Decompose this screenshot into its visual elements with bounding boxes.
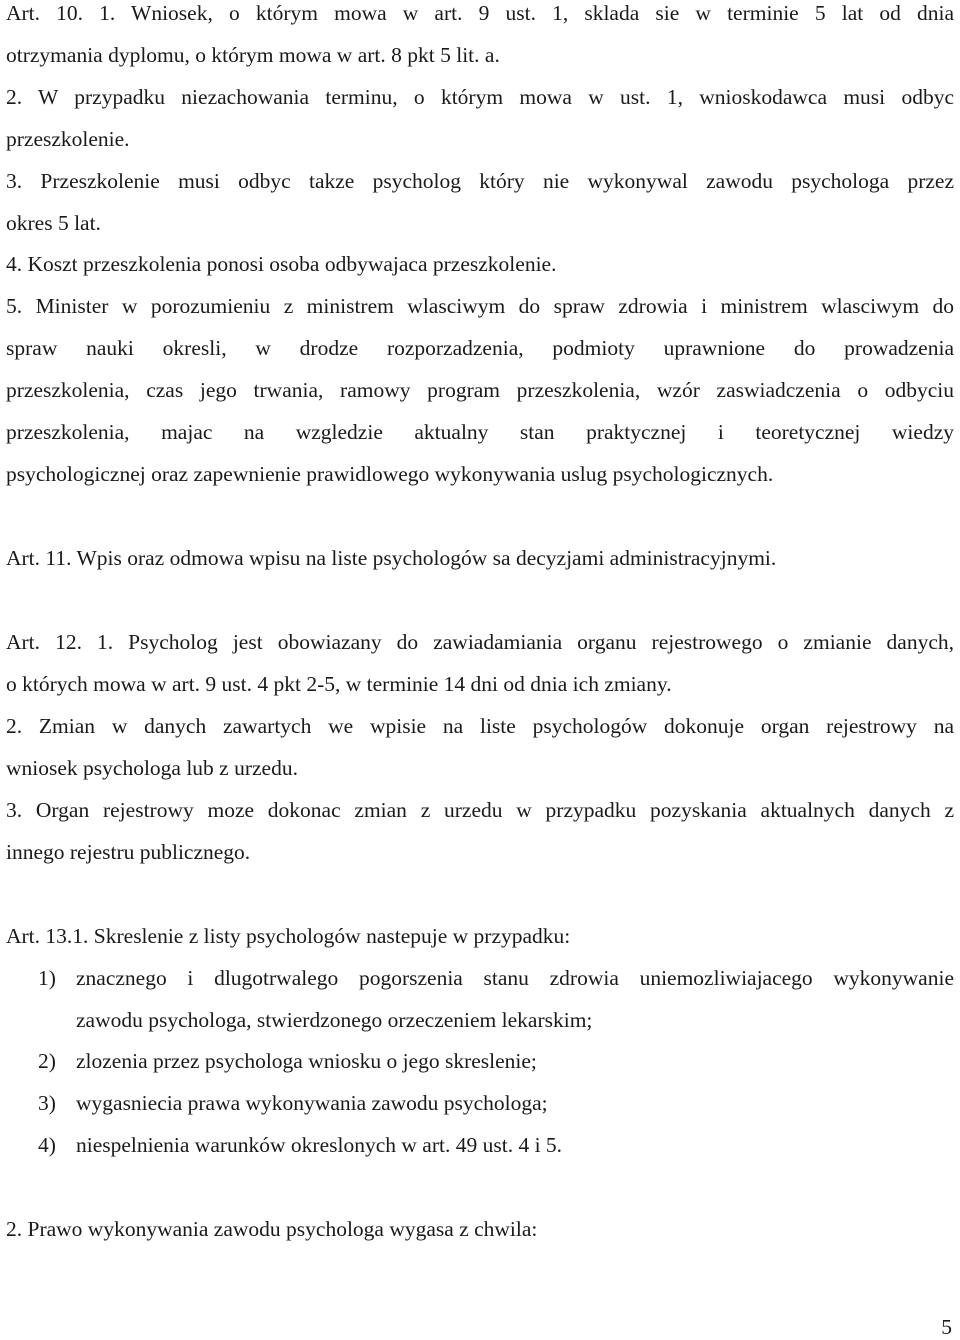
art12-p2-line1: 2. Zmian w danych zawartych we wpisie na liste psychologów dokonuje organ rejestrowy na (6, 714, 954, 738)
list-item-text: zlozenia przez psychologa wniosku o jego skreslenie; (76, 1049, 537, 1073)
art10-p5-line3: przeszkolenia, czas jego trwania, ramowy program przeszkolenia, wzór zaswiadczenia o odbyciu (6, 378, 954, 402)
list-item-number: 3) (38, 1091, 56, 1115)
list-item-number: 4) (38, 1133, 56, 1157)
list-item-text-continued: zawodu psychologa, stwierdzonego orzeczeniem lekarskim; (76, 1008, 593, 1032)
art12-p3-line1: 3. Organ rejestrowy moze dokonac zmian z urzedu w przypadku pozyskania aktualnych danych z (6, 798, 954, 822)
list-item-number: 1) (38, 966, 56, 990)
art12-p1-line1: Art. 12. 1. Psycholog jest obowiazany do zawiadamiania organu rejestrowego o zmianie danych, (6, 630, 954, 654)
list-item-text: wygasniecia prawa wykonywania zawodu psychologa; (76, 1091, 548, 1115)
art10-p4-line1: 4. Koszt przeszkolenia ponosi osoba odbywajaca przeszkolenie. (6, 252, 557, 276)
art12-p2-line2: wniosek psychologa lub z urzedu. (6, 756, 298, 780)
art10-p3-line2: okres 5 lat. (6, 211, 101, 235)
art10-p1-line2: otrzymania dyplomu, o którym mowa w art. 8 pkt 5 lit. a. (6, 43, 500, 67)
art10-p2-line1: 2. W przypadku niezachowania terminu, o którym mowa w ust. 1, wnioskodawca musi odbyc (6, 85, 954, 109)
art12-p1-line2: o których mowa w art. 9 ust. 4 pkt 2-5, w terminie 14 dni od dnia ich zmiany. (6, 672, 672, 696)
art13-p2: 2. Prawo wykonywania zawodu psychologa wygasa z chwila: (6, 1217, 538, 1241)
page-number: 5 (941, 1315, 952, 1339)
art10-p5-line4: przeszkolenia, majac na wzgledzie aktualny stan praktycznej i teoretycznej wiedzy (6, 420, 954, 444)
art12-p3-line2: innego rejestru publicznego. (6, 840, 251, 864)
art11-line1: Art. 11. Wpis oraz odmowa wpisu na liste psychologów sa decyzjami administracyjnymi. (6, 546, 777, 570)
art10-p1-line1: Art. 10. 1. Wniosek, o którym mowa w art. 9 ust. 1, sklada sie w terminie 5 lat od dnia (6, 1, 954, 25)
art10-p5-line2: spraw nauki okresli, w drodze rozporzadzenia, podmioty uprawnione do prowadzenia (6, 336, 954, 360)
art10-p2-line2: przeszkolenie. (6, 127, 130, 151)
art10-p5-line1: 5. Minister w porozumieniu z ministrem wlasciwym do spraw zdrowia i ministrem wlasciwym do (6, 294, 954, 318)
art10-p5-line5: psychologicznej oraz zapewnienie prawidlowego wykonywania uslug psychologicznych. (6, 462, 774, 486)
art13-intro: Art. 13.1. Skreslenie z listy psychologów nastepuje w przypadku: (6, 924, 571, 948)
list-item-text: znacznego i dlugotrwalego pogorszenia stanu zdrowia uniemozliwiajacego wykonywanie (76, 966, 954, 990)
list-item-number: 2) (38, 1049, 56, 1073)
art10-p3-line1: 3. Przeszkolenie musi odbyc takze psycholog który nie wykonywal zawodu psychologa przez (6, 169, 954, 193)
list-item-text: niespelnienia warunków okreslonych w art. 49 ust. 4 i 5. (76, 1133, 563, 1157)
